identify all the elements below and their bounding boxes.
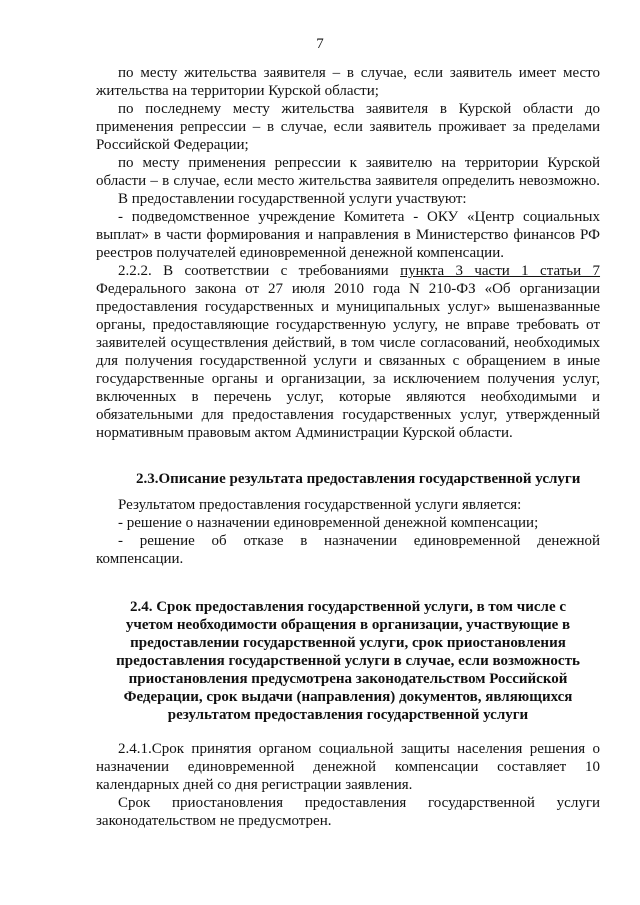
text-line: применения репрессии – в случае, если заявитель проживает за пределами	[96, 119, 600, 135]
text-line: по месту жительства заявителя – в случае, если заявитель имеет место	[118, 65, 600, 81]
text-line: области – в случае, если место жительства заявителя определить невозможно.	[96, 173, 600, 189]
text-line: В предоставлении государственной услуги участвуют:	[118, 191, 467, 207]
text-line: Срок приостановления предоставления государственной услуги	[118, 795, 600, 811]
text-line: нормативным правовым актом Администрации Курской области.	[96, 425, 513, 441]
text-line: - решение об отказе в назначении единовременной денежной	[118, 533, 600, 549]
text-line: жительства на территории Курской области;	[96, 83, 379, 99]
text-line: результатом предоставления государственной услуги	[167, 707, 529, 723]
legal-reference-link: пункта 3 части 1 статьи 7	[400, 263, 601, 279]
text-line: для получения государственной услуги и связанных с обращением в иные	[96, 353, 600, 369]
text-line: назначении единовременной денежной компенсации составляет 10	[96, 759, 600, 775]
page-number: 7	[316, 36, 324, 52]
text-line: Российской Федерации;	[96, 137, 249, 153]
text-line: - решение о назначении единовременной денежной компенсации;	[118, 515, 539, 531]
text-line: государственные органы и организации, за исключением получения услуг,	[96, 371, 600, 387]
text-line: - подведомственное учреждение Комитета - ОКУ «Центр социальных	[118, 209, 600, 225]
text-line: предоставления государственных и муниципальных услуг» вышеназванные	[96, 299, 600, 315]
text-line: 2.4. Срок предоставления государственной услуги, в том числе с	[129, 599, 567, 615]
text-line: обязательными для предоставления государственных услуг, утвержденный	[96, 407, 600, 423]
text-line: включенных в перечень услуг, которые являются необходимыми и	[96, 389, 600, 405]
text-line: компенсации.	[96, 551, 184, 567]
text-line: Федерации, срок выдачи (направления) документов, являющихся	[123, 689, 573, 705]
text-line: Федерального закона от 27 июля 2010 года N 210-ФЗ «Об организации	[96, 281, 600, 297]
text-line: заявителей осуществления действий, в том числе согласований, необходимых	[96, 335, 600, 351]
text-line: приостановления предусмотрена законодательством Российской	[128, 671, 568, 687]
text-line: законодательством не предусмотрен.	[96, 813, 332, 829]
text-line: 2.3.Описание результата предоставления государственной услуги	[136, 471, 581, 487]
text-line: календарных дней со дня регистрации заявления.	[96, 777, 413, 793]
text-line: по последнему месту жительства заявителя в Курской области до	[118, 101, 600, 117]
text-line: предоставления государственной услуги в случае, если возможность	[116, 653, 580, 669]
text-line: реестров получателей единовременной денежной компенсации.	[96, 245, 504, 261]
text-line: предоставлении государственной услуги, срок приостановления	[130, 635, 566, 651]
text-line: Результатом предоставления государственной услуги является:	[118, 497, 522, 513]
text-line: учетом необходимости обращения в организации, участвующие в	[125, 617, 571, 633]
text-line: 2.4.1.Срок принятия органом социальной защиты населения решения о	[118, 741, 600, 757]
text-line: выплат» в части формирования и направления в Министерство финансов РФ	[96, 227, 600, 243]
text-line: органы, предоставляющие государственную услугу, не вправе требовать от	[96, 317, 600, 333]
text-line: по месту применения репрессии к заявителю на территории Курской	[118, 155, 600, 171]
text-line: 2.2.2. В соответствии с требованиями пункта 3 части 1 статьи 7	[118, 263, 601, 279]
